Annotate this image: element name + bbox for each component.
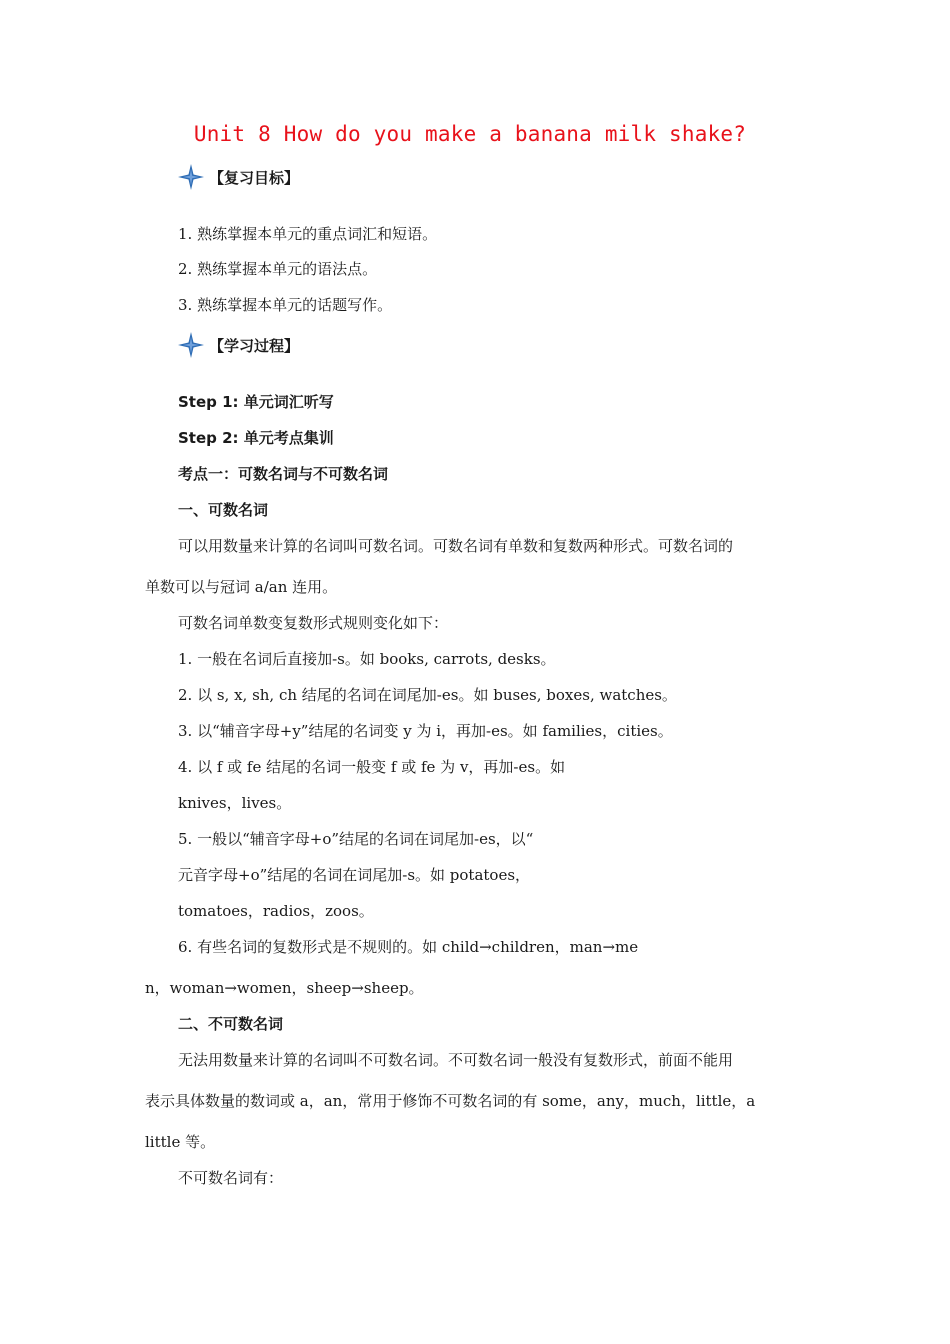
rule-item: 6. 有些名词的复数形式是不规则的。如 child→children，man→me	[178, 938, 639, 956]
four-point-star-icon	[178, 332, 204, 358]
rule-item: 4. 以 f 或 fe 结尾的名词一般变 f 或 fe 为 v，再加-es。如	[178, 758, 566, 776]
section-learning-process	[178, 331, 299, 359]
goal-item: 1. 熟练掌握本单元的重点词汇和短语。	[178, 225, 438, 243]
paragraph-line: 可以用数量来计算的名词叫可数名词。可数名词有单数和复数两种形式。可数名词的	[178, 537, 734, 555]
rule-item: tomatoes，radios，zoos。	[178, 902, 374, 920]
step-heading: Step 1: 单元词汇听写	[178, 393, 334, 411]
section-heading: 【学习过程】	[209, 336, 300, 355]
rule-item: 5. 一般以“辅音字母+o”结尾的名词在词尾加-es，以“	[178, 830, 534, 848]
rule-item: 元音字母+o”结尾的名词在词尾加-s。如 potatoes，	[178, 866, 531, 884]
rule-item: 2. 以 s, x, sh, ch 结尾的名词在词尾加-es。如 buses, boxes, watches。	[178, 686, 677, 704]
subsection-heading: 一、可数名词	[178, 501, 269, 519]
page-title: Unit 8 How do you make a banana milk shake?	[193, 122, 747, 146]
paragraph-line: 无法用数量来计算的名词叫不可数名词。不可数名词一般没有复数形式，前面不能用	[178, 1051, 734, 1069]
paragraph-line: 可数名词单数变复数形式规则变化如下：	[178, 614, 449, 632]
four-point-star-icon	[178, 164, 204, 190]
rule-item: 1. 一般在名词后直接加-s。如 books, carrots, desks。	[178, 650, 556, 668]
section-heading: 【复习目标】	[209, 168, 300, 187]
rule-item: 3. 以“辅音字母+y”结尾的名词变 y 为 i，再加-es。如 families，cities。	[178, 722, 673, 740]
goal-item: 3. 熟练掌握本单元的话题写作。	[178, 296, 393, 314]
topic-heading: 考点一：可数名词与不可数名词	[178, 465, 389, 483]
paragraph-line: little 等。	[145, 1133, 216, 1151]
paragraph-line: 表示具体数量的数词或 a，an，常用于修饰不可数名词的有 some，any，much，little，a	[145, 1092, 756, 1110]
step-heading: Step 2: 单元考点集训	[178, 429, 334, 447]
rule-item: n，woman→women，sheep→sheep。	[145, 979, 424, 997]
paragraph-line: 单数可以与冠词 a/an 连用。	[145, 578, 338, 596]
goal-item: 2. 熟练掌握本单元的语法点。	[178, 260, 378, 278]
paragraph-line: 不可数名词有：	[178, 1169, 284, 1187]
subsection-heading: 二、不可数名词	[178, 1015, 284, 1033]
section-review-goals	[178, 163, 299, 191]
rule-item: knives，lives。	[178, 794, 292, 812]
